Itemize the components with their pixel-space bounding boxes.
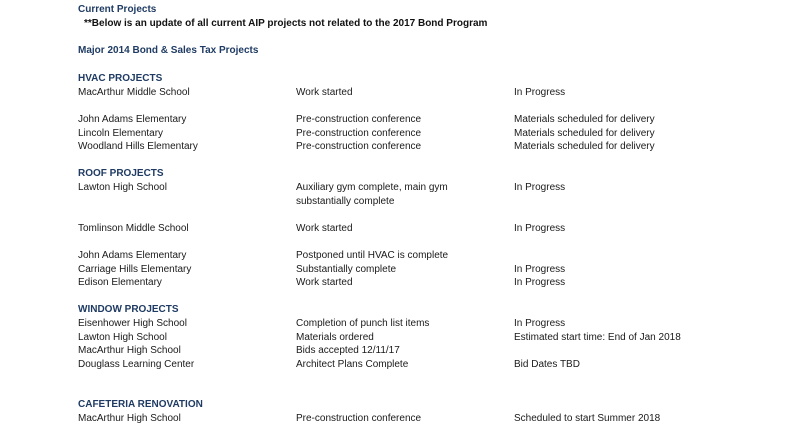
- project-progress: Materials scheduled for delivery: [514, 114, 655, 125]
- project-progress: Materials scheduled for delivery: [514, 141, 655, 152]
- project-status: Materials ordered: [296, 332, 374, 343]
- section-heading-cafeteria: CAFETERIA RENOVATION: [78, 399, 203, 410]
- table-row: [0, 222, 800, 235]
- table-row: [0, 263, 800, 276]
- table-row: [0, 249, 800, 262]
- project-status: Work started: [296, 87, 353, 98]
- table-row: [0, 181, 800, 194]
- school-name: Lincoln Elementary: [78, 128, 164, 139]
- project-progress: In Progress: [514, 277, 566, 288]
- table-row: [0, 344, 800, 357]
- school-name: MacArthur High School: [78, 345, 181, 356]
- project-status: Pre-construction conference: [296, 413, 422, 424]
- project-status: Architect Plans Complete: [296, 359, 409, 370]
- table-row: [0, 127, 800, 140]
- school-name: Lawton High School: [78, 182, 167, 193]
- table-row: [0, 86, 800, 99]
- table-row: [0, 331, 800, 344]
- project-status: Work started: [296, 277, 353, 288]
- section-heading-hvac: HVAC PROJECTS: [78, 73, 163, 84]
- table-row: [0, 140, 800, 153]
- school-name: John Adams Elementary: [78, 114, 187, 125]
- school-name: Woodland Hills Elementary: [78, 141, 198, 152]
- project-status: Auxiliary gym complete, main gym: [296, 182, 448, 193]
- project-progress: In Progress: [514, 264, 566, 275]
- project-progress: Estimated start time: End of Jan 2018: [514, 332, 681, 343]
- project-progress: In Progress: [514, 87, 566, 98]
- project-status: Pre-construction conference: [296, 141, 422, 152]
- school-name: John Adams Elementary: [78, 250, 187, 261]
- page-subtitle: Major 2014 Bond & Sales Tax Projects: [78, 45, 259, 56]
- school-name: Douglass Learning Center: [78, 359, 195, 370]
- table-row: [0, 113, 800, 126]
- project-progress: Materials scheduled for delivery: [514, 128, 655, 139]
- project-status: Work started: [296, 223, 353, 234]
- school-name: MacArthur Middle School: [78, 87, 190, 98]
- project-status: Bids accepted 12/11/17: [296, 345, 400, 356]
- project-status: Pre-construction conference: [296, 128, 422, 139]
- project-status-line2: substantially complete: [296, 196, 395, 207]
- table-row: [0, 317, 800, 330]
- project-status: Postponed until HVAC is complete: [296, 250, 449, 261]
- table-row: [0, 358, 800, 371]
- project-progress: In Progress: [514, 223, 566, 234]
- project-progress: In Progress: [514, 182, 566, 193]
- project-progress: Bid Dates TBD: [514, 359, 580, 370]
- table-row: [0, 276, 800, 289]
- project-progress: Scheduled to start Summer 2018: [514, 413, 661, 424]
- school-name: Carriage Hills Elementary: [78, 264, 192, 275]
- school-name: Lawton High School: [78, 332, 167, 343]
- project-status: Substantially complete: [296, 264, 397, 275]
- school-name: Edison Elementary: [78, 277, 162, 288]
- project-progress: In Progress: [514, 318, 566, 329]
- school-name: Eisenhower High School: [78, 318, 187, 329]
- page-title: Current Projects: [78, 4, 157, 15]
- project-status: Completion of punch list items: [296, 318, 430, 329]
- table-row: [0, 412, 800, 425]
- project-status: Pre-construction conference: [296, 114, 422, 125]
- school-name: MacArthur High School: [78, 413, 181, 424]
- table-row-continuation: [0, 195, 800, 208]
- section-heading-roof: ROOF PROJECTS: [78, 168, 164, 179]
- school-name: Tomlinson Middle School: [78, 223, 189, 234]
- section-heading-window: WINDOW PROJECTS: [78, 304, 179, 315]
- page-note: **Below is an update of all current AIP projects not related to the 2017 Bond Program: [84, 18, 488, 29]
